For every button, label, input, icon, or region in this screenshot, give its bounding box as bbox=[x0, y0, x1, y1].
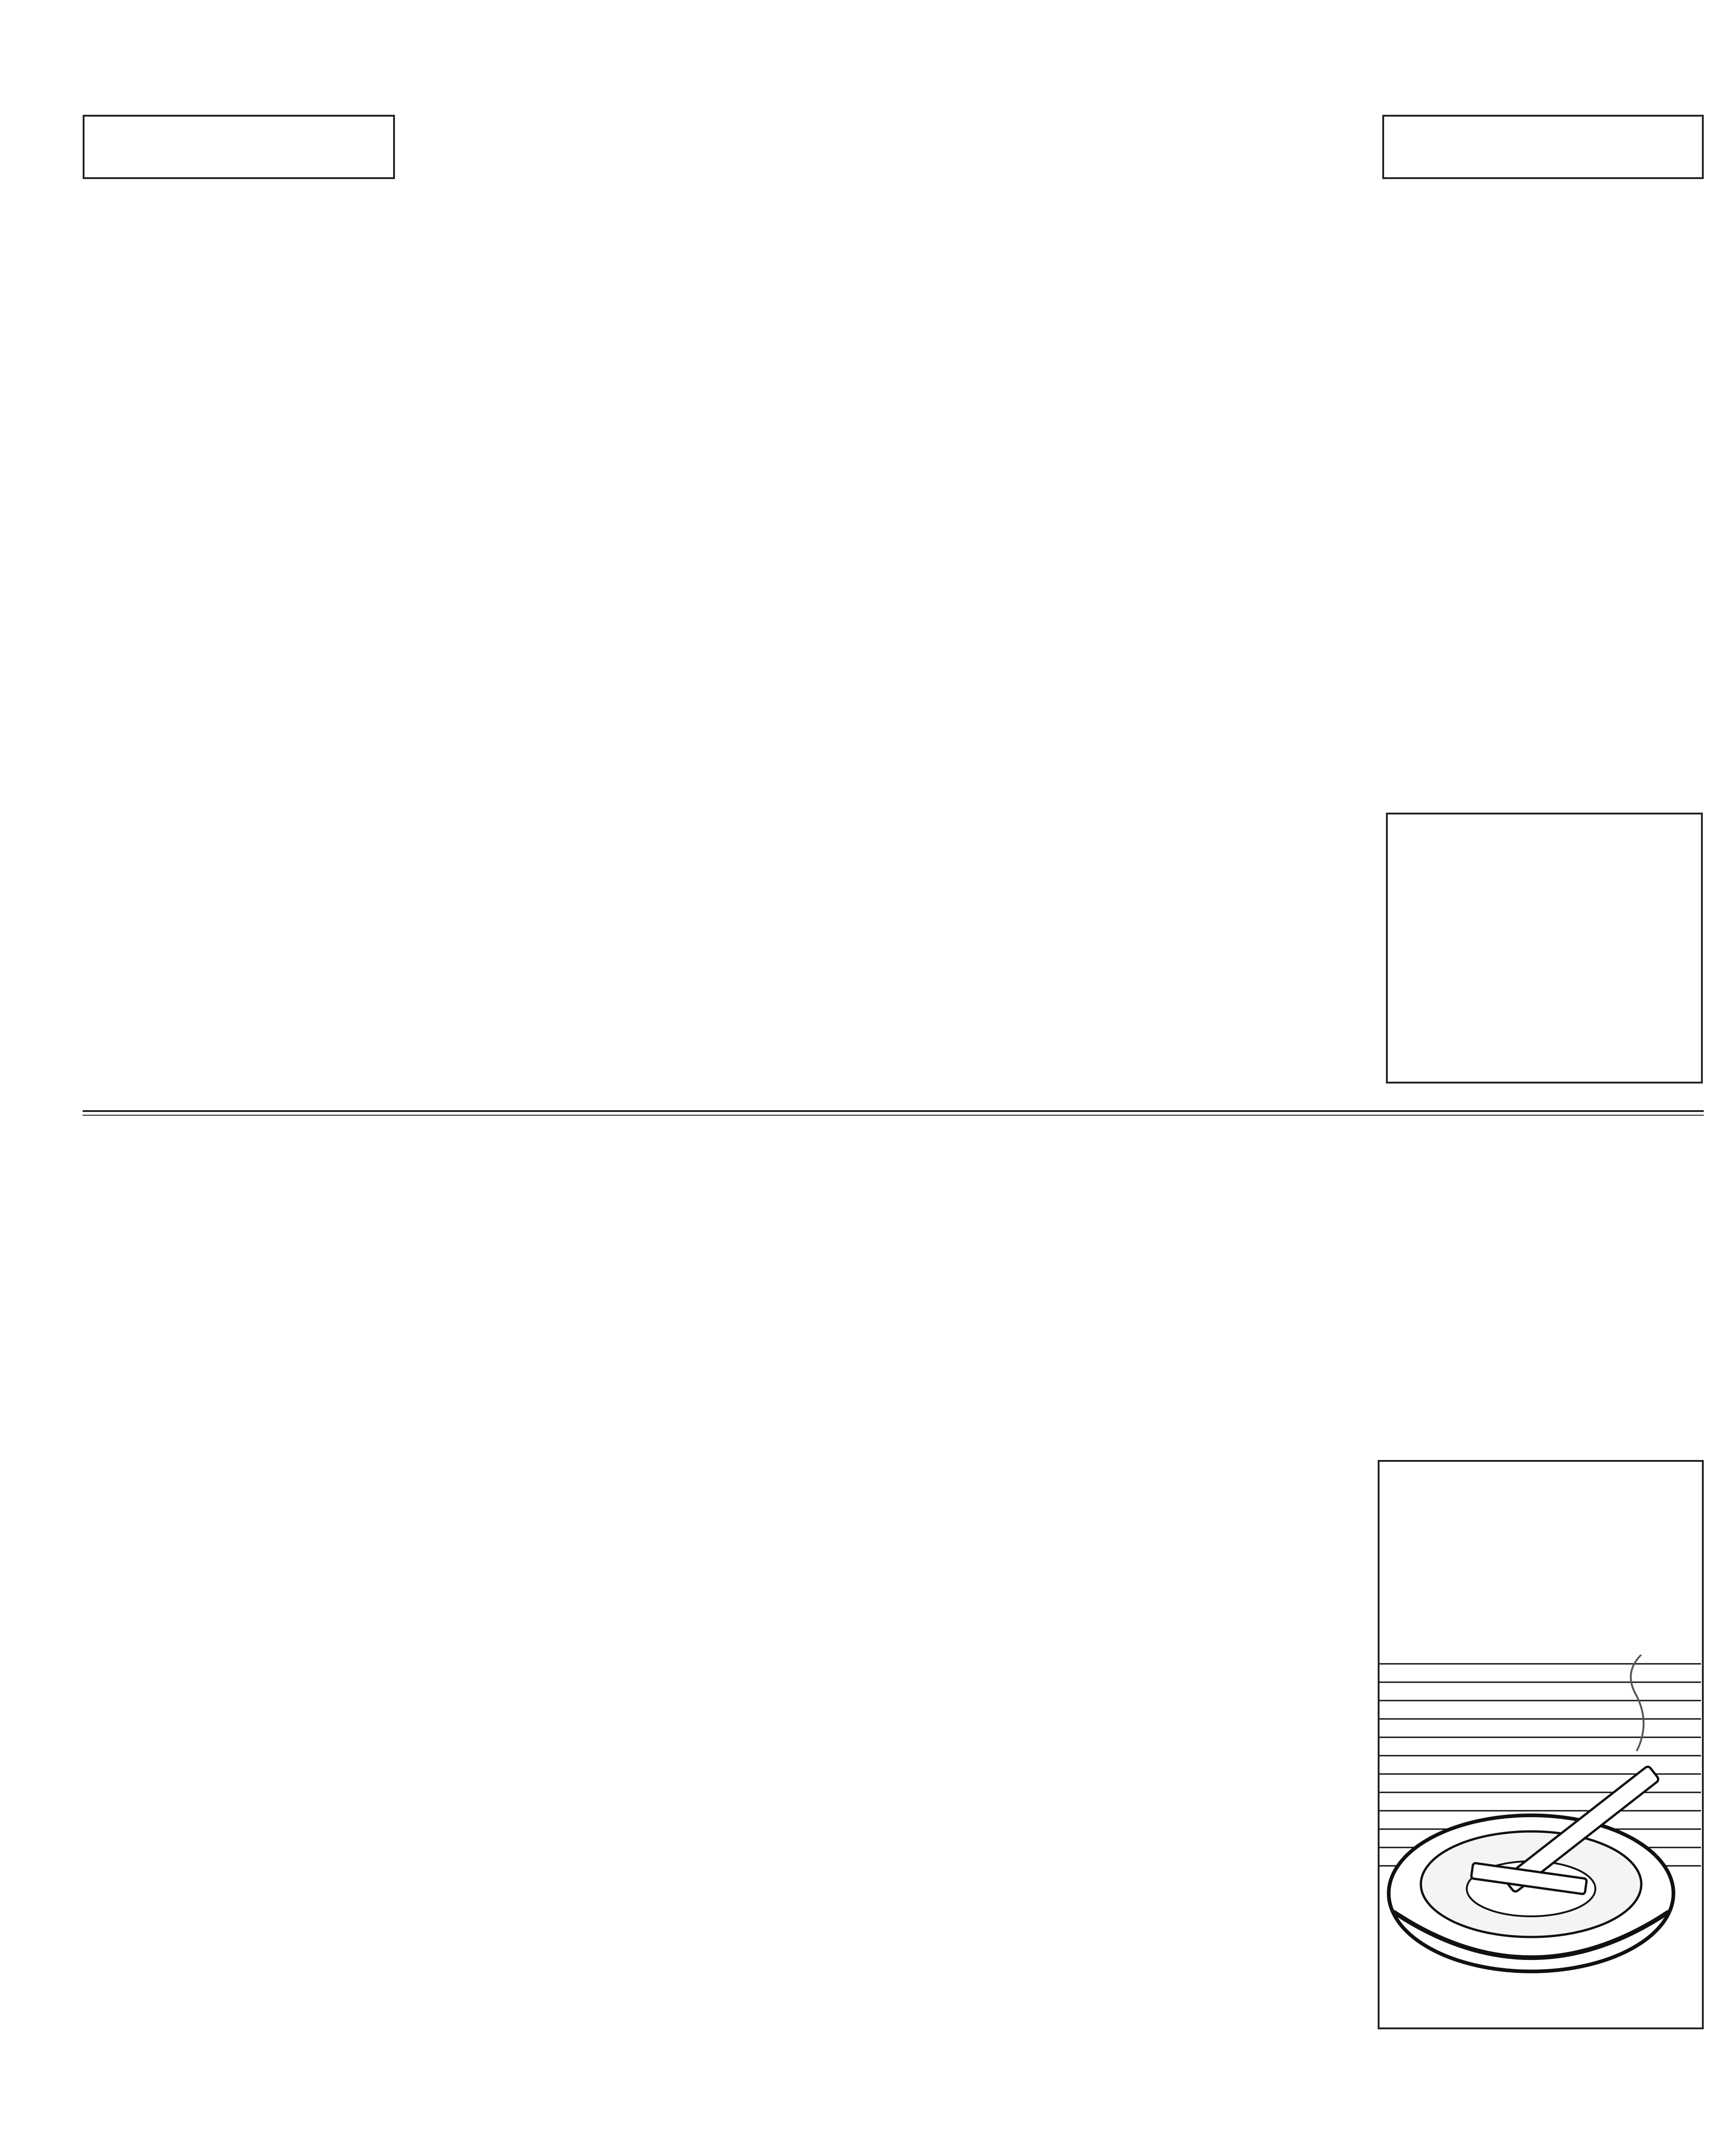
section-divider-2 bbox=[83, 1115, 1704, 1116]
de-reszke-advertisement bbox=[1378, 1460, 1704, 2029]
weather-box-right bbox=[1382, 115, 1704, 179]
feature-note-box bbox=[1386, 813, 1703, 1084]
weather-box-left bbox=[83, 115, 395, 179]
section-divider bbox=[83, 1110, 1704, 1112]
page-title bbox=[413, 106, 1359, 174]
ashtray-cigarette-illustration bbox=[1380, 1655, 1701, 2029]
